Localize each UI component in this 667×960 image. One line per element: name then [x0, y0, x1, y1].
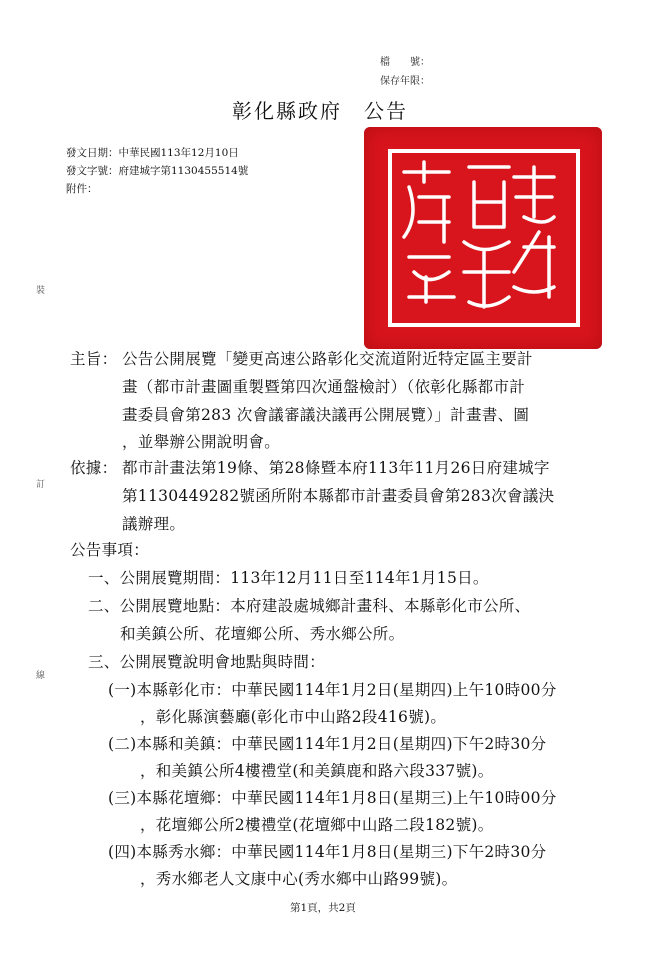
subject-line: ，並舉辦公開說明會。 [122, 433, 281, 451]
notice-item-locations: 二、公開展覽地點：本府建設處城鄉計畫科、本縣彰化市公所、 [88, 597, 531, 615]
attachment-label: 附件： [66, 183, 98, 195]
page-title: 彰化縣政府 公告 [232, 99, 408, 123]
briefing-changhua-city-venue: ，彰化縣演藝廳(彰化市中山路2段416號)。 [140, 708, 447, 726]
retention-period-label: 保存年限： [380, 76, 430, 87]
document-number: 發文字號：府建城字第1130455514號 [66, 165, 249, 177]
basis-line: 議辦理。 [122, 515, 186, 533]
notice-item-locations-cont: 和美鎮公所、花壇鄉公所、秀水鄉公所。 [120, 625, 405, 643]
briefing-hemei-venue: ，和美鎮公所4樓禮堂(和美鎮鹿和路六段337號)。 [140, 762, 494, 780]
binding-mark-ding: 訂 [36, 480, 46, 490]
briefing-changhua-city: (一)本縣彰化市：中華民國114年1月2日(星期四)上午10時00分 [108, 681, 557, 699]
subject-label: 主旨： [70, 350, 118, 368]
official-seal [364, 127, 602, 349]
briefing-hemei: (二)本縣和美鎮：中華民國114年1月2日(星期四)下午2時30分 [108, 735, 547, 753]
notice-item-period: 一、公開展覽期間：113年12月11日至114年1月15日。 [88, 569, 489, 587]
subject-line: 畫委員會第283 次會議審議決議再公開展覽）」計畫書、圖 [122, 406, 530, 424]
seal-glyphs-icon [364, 127, 602, 349]
notice-item-briefing: 三、公開展覽說明會地點與時間： [88, 653, 326, 671]
binding-mark-xian: 線 [36, 671, 46, 681]
briefing-huatan: (三)本縣花壇鄉：中華民國114年1月8日(星期三)上午10時00分 [108, 789, 557, 807]
page-number: 第1頁，共2頁 [290, 902, 356, 914]
file-number-label: 檔 號： [380, 57, 430, 68]
subject-line: 畫（都市計畫圖重製暨第四次通盤檢討）（依彰化縣都市計 [122, 378, 526, 396]
basis-label: 依據： [70, 459, 118, 477]
subject-line: 公告公開展覽「變更高速公路彰化交流道附近特定區主要計 [122, 350, 533, 368]
basis-line: 都市計畫法第19條、第28條暨本府113年11月26日府建城字 [122, 459, 550, 477]
briefing-xiushui-venue: ，秀水鄉老人文康中心(秀水鄉中山路99號)。 [140, 870, 458, 888]
notice-heading: 公告事項： [70, 541, 150, 559]
briefing-xiushui: (四)本縣秀水鄉：中華民國114年1月8日(星期三)下午2時30分 [108, 843, 547, 861]
binding-mark-zhuang: 裝 [36, 286, 46, 296]
issue-date: 發文日期：中華民國113年12月10日 [66, 147, 239, 159]
basis-line: 第1130449282號函所附本縣都市計畫委員會第283次會議決 [122, 487, 555, 505]
briefing-huatan-venue: ，花壇鄉公所2樓禮堂(花壇鄉中山路二段182號)。 [140, 816, 494, 834]
